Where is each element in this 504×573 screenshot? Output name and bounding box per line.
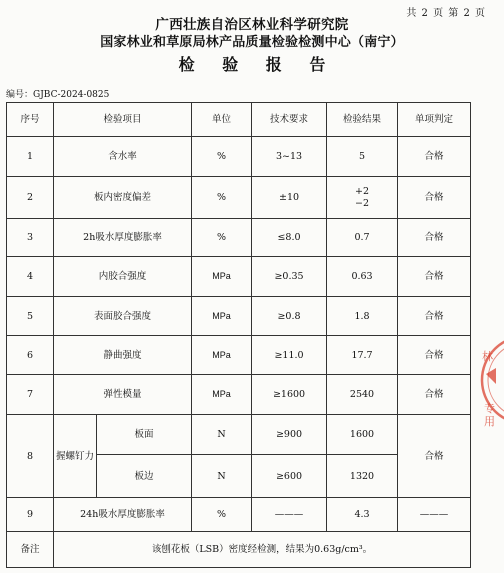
requirement: ≥0.8 bbox=[252, 297, 327, 336]
table-row bbox=[7, 219, 471, 257]
table-row bbox=[7, 336, 471, 375]
row-number: 4 bbox=[7, 257, 54, 297]
result-upper: +2 bbox=[355, 185, 370, 197]
page-count: 共 2 页 第 2 页 bbox=[406, 8, 486, 19]
item-name: 板内密度偏差 bbox=[54, 177, 192, 219]
remark-row bbox=[7, 532, 471, 568]
result: 1.8 bbox=[327, 297, 398, 336]
row-number: 3 bbox=[7, 219, 54, 257]
result bbox=[327, 177, 398, 219]
table-row bbox=[7, 375, 471, 415]
col-header-no: 序号 bbox=[7, 103, 54, 137]
requirement: ≥11.0 bbox=[252, 336, 327, 375]
col-header-unit: 单位 bbox=[192, 103, 252, 137]
result: 1320 bbox=[327, 455, 398, 498]
col-header-judgment: 单项判定 bbox=[398, 103, 471, 137]
requirement: ≥600 bbox=[252, 455, 327, 498]
item-name: 内胶合强度 bbox=[54, 257, 192, 297]
remark-label: 备注 bbox=[7, 532, 54, 568]
table-row bbox=[7, 415, 471, 455]
judgment: ——— bbox=[398, 498, 471, 532]
judgment: 合格 bbox=[398, 375, 471, 415]
institute-name: 广西壮族自治区林业科学研究院 bbox=[155, 17, 349, 33]
table-row bbox=[7, 257, 471, 297]
unit: MPa bbox=[192, 297, 252, 336]
result: 0.7 bbox=[327, 219, 398, 257]
col-header-item: 检验项目 bbox=[54, 103, 192, 137]
judgment: 合格 bbox=[398, 336, 471, 375]
inspection-table bbox=[6, 102, 471, 568]
requirement: ≥900 bbox=[252, 415, 327, 455]
requirement: ——— bbox=[252, 498, 327, 532]
item-name: 含水率 bbox=[54, 137, 192, 177]
seal-stamp-fragment bbox=[478, 330, 504, 430]
judgment: 合格 bbox=[398, 297, 471, 336]
result: 0.63 bbox=[327, 257, 398, 297]
report-header bbox=[0, 16, 504, 76]
row-number: 6 bbox=[7, 336, 54, 375]
table-row bbox=[7, 177, 471, 219]
table-row bbox=[7, 137, 471, 177]
requirement: ≤8.0 bbox=[252, 219, 327, 257]
table-header-row bbox=[7, 103, 471, 137]
unit: % bbox=[192, 498, 252, 532]
item-name: 静曲强度 bbox=[54, 336, 192, 375]
remark-text: 该刨花板（LSB）密度经检测，结果为0.63g/cm³。 bbox=[54, 532, 471, 568]
svg-text:用: 用 bbox=[484, 415, 495, 428]
unit: N bbox=[192, 415, 252, 455]
judgment: 合格 bbox=[398, 177, 471, 219]
sub-item-name: 板面 bbox=[97, 415, 192, 455]
requirement: ≥1600 bbox=[252, 375, 327, 415]
row-number: 2 bbox=[7, 177, 54, 219]
item-name: 表面胶合强度 bbox=[54, 297, 192, 336]
row-number: 9 bbox=[7, 498, 54, 532]
judgment: 合格 bbox=[398, 415, 471, 498]
requirement: ≥0.35 bbox=[252, 257, 327, 297]
unit: % bbox=[192, 137, 252, 177]
unit: MPa bbox=[192, 257, 252, 297]
result-lower: −2 bbox=[355, 197, 370, 209]
result: 4.3 bbox=[327, 498, 398, 532]
item-name: 弹性模量 bbox=[54, 375, 192, 415]
row-number: 8 bbox=[7, 415, 54, 498]
col-header-result: 检验结果 bbox=[327, 103, 398, 137]
requirement: ±10 bbox=[252, 177, 327, 219]
unit: % bbox=[192, 219, 252, 257]
report-title: 检 验 报 告 bbox=[178, 55, 337, 74]
unit: N bbox=[192, 455, 252, 498]
row-number: 7 bbox=[7, 375, 54, 415]
item-name: 握螺钉力 bbox=[54, 415, 97, 498]
result: 1600 bbox=[327, 415, 398, 455]
result: 2540 bbox=[327, 375, 398, 415]
item-name: 24h吸水厚度膨胀率 bbox=[54, 498, 192, 532]
result: 5 bbox=[327, 137, 398, 177]
judgment: 合格 bbox=[398, 219, 471, 257]
result: 17.7 bbox=[327, 336, 398, 375]
report-number: 编号：GJBC-2024-0825 bbox=[6, 90, 110, 100]
row-number: 5 bbox=[7, 297, 54, 336]
svg-text:专: 专 bbox=[484, 402, 495, 415]
center-name: 国家林业和草原局林产品质量检验检测中心（南宁） bbox=[100, 35, 404, 50]
requirement: 3~13 bbox=[252, 137, 327, 177]
sub-item-name: 板边 bbox=[97, 455, 192, 498]
row-number: 1 bbox=[7, 137, 54, 177]
unit: % bbox=[192, 177, 252, 219]
item-name: 2h吸水厚度膨胀率 bbox=[54, 219, 192, 257]
unit: MPa bbox=[192, 336, 252, 375]
seal-stamp-graphic bbox=[478, 330, 504, 430]
svg-text:林: 林 bbox=[482, 350, 493, 363]
judgment: 合格 bbox=[398, 257, 471, 297]
table-row bbox=[7, 297, 471, 336]
judgment: 合格 bbox=[398, 137, 471, 177]
unit: MPa bbox=[192, 375, 252, 415]
col-header-requirement: 技术要求 bbox=[252, 103, 327, 137]
table-row bbox=[7, 498, 471, 532]
